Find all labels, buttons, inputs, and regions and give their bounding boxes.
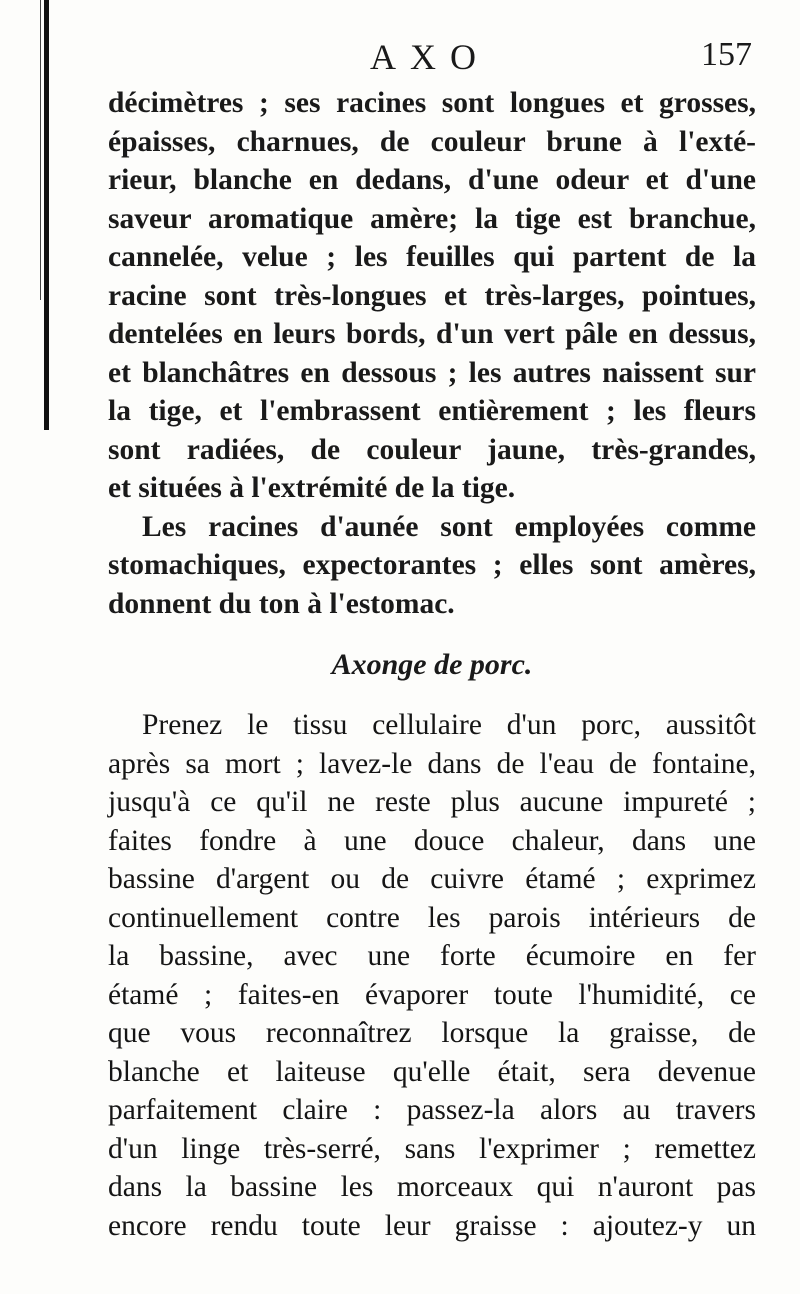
- text-line: Prenez le tissu cellulaire d'un porc, aussitôt: [142, 709, 756, 741]
- binding-edge-shadow: [40, 0, 41, 300]
- section-heading: Axonge de porc.: [331, 648, 533, 681]
- text-line: saveur aromatique amère; la tige est branchue,: [108, 202, 756, 235]
- text-line: Les racines d'aunée sont employées comme: [142, 510, 756, 543]
- text-line: et blanchâtres en dessous ; les autres naissent sur: [108, 356, 756, 389]
- text-line: racine sont très-longues et très-larges, pointues,: [108, 279, 756, 312]
- binding-edge: [44, 0, 49, 430]
- text-line: d'un linge très-serré, sans l'exprimer ; remettez: [108, 1132, 756, 1165]
- text-line: dans la bassine les morceaux qui n'auront pas: [108, 1171, 756, 1203]
- text-line: sont radiées, de couleur jaune, très-grandes,: [108, 433, 756, 466]
- text-line: après sa mort ; lavez-le dans de l'eau de fontaine,: [108, 747, 756, 780]
- text-line: étamé ; faites-en évaporer toute l'humidité, ce: [108, 978, 756, 1011]
- text-line: jusqu'à ce qu'il ne reste plus aucune impureté ;: [108, 786, 756, 818]
- text-line: la tige, et l'embrassent entièrement ; les fleurs: [108, 395, 756, 427]
- text-line: que vous reconnaîtrez lorsque la graisse, de: [108, 1017, 756, 1049]
- text-line: blanche et laiteuse qu'elle était, sera devenue: [108, 1055, 756, 1088]
- text-line: faites fondre à une douce chaleur, dans une: [108, 824, 756, 857]
- text-line: décimètres ; ses racines sont longues et grosses,: [108, 87, 756, 119]
- text-line: bassine d'argent ou de cuivre étamé ; exprimez: [108, 863, 756, 895]
- running-head-title: AXO: [370, 37, 490, 77]
- text-line: dentelées en leurs bords, d'un vert pâle en dessus,: [108, 318, 756, 350]
- text-line: parfaitement claire : passez-la alors au travers: [108, 1094, 756, 1126]
- text-line: cannelée, velue ; les feuilles qui partent de la: [108, 241, 756, 273]
- body-text-lower: [108, 706, 756, 1245]
- text-line: rieur, blanche en dedans, d'une odeur et d'une: [108, 164, 756, 196]
- text-line: encore rendu toute leur graisse : ajoutez-y un: [108, 1209, 756, 1242]
- text-line: la bassine, avec une forte écumoire en fer: [108, 940, 756, 972]
- page-number: 157: [701, 36, 752, 73]
- text-line: donnent du ton à l'estomac.: [108, 587, 455, 620]
- text-line: épaisses, charnues, de couleur brune à l'exté-: [108, 125, 756, 158]
- text-line: et situées à l'extrémité de la tige.: [108, 472, 516, 504]
- text-line: continuellement contre les parois intérieurs de: [108, 901, 756, 934]
- text-line: stomachiques, expectorantes ; elles sont amères,: [108, 549, 756, 581]
- running-head: [108, 28, 752, 78]
- body-text-upper: [108, 84, 756, 703]
